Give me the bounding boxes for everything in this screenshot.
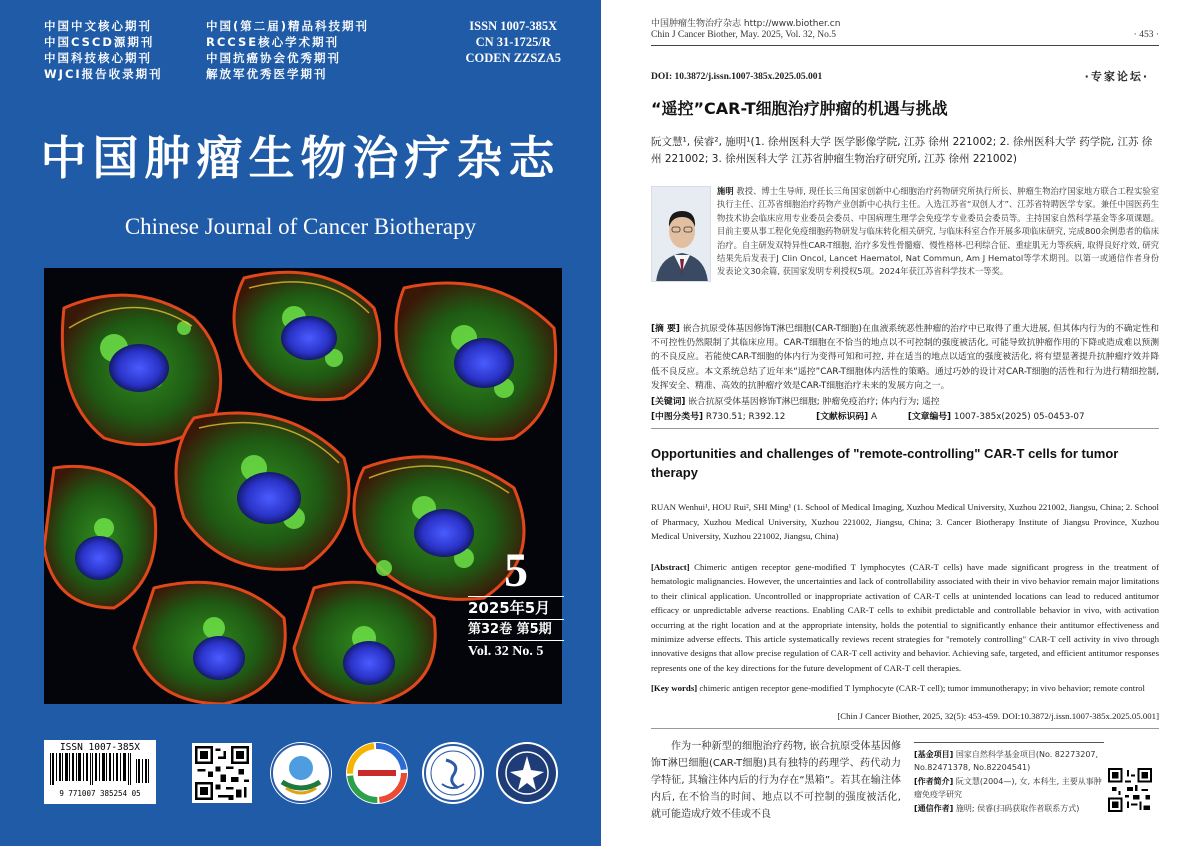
cover-issue-block [468,546,578,663]
authors-affiliations-en: RUAN Wenhui¹, HOU Rui², SHI Ming¹ (1. School of Medical Imaging, Xuzhou Medical University, Xuzhou 221002, Jiangsu, China; 2. School of Pharmacy, Xuzhou Medical University, Xuzhou 221002, Jiangsu, China; 3. Cancer Biotherapy Institute of Jiangsu Province, Xuzhou Medical University, Xuzhou 221002, Jiangsu, China) [651,502,1159,542]
article-number-label: [文章编号] [907,412,952,422]
author-photo [651,186,711,282]
barcode-bars-icon [48,753,152,785]
cover-tag: WJCI报告收录期刊 [44,67,163,81]
abstract-cn [651,322,1159,393]
cover-coden: CODEN ZZSZA5 [465,51,561,65]
fund-text: 国家自然科学基金项目(No. 82273207, No.82471378, No.82204541) [914,750,1099,772]
author-biography [717,185,1159,279]
cover-issn-block [465,18,561,66]
body-text: 作为一种新型的细胞治疗药物, 嵌合抗原受体基因修饰T淋巴细胞(CAR-T细胞)具有独特的药理学、药代动力学特征, 其输注体内后的行为存在“黑箱”。若其在输注体内后, 在不恰当的时间、地点以不可控制的强度被活化, 就可能造成疗效不佳或不良 [651,741,901,820]
abstract-cn-text: 嵌合抗原受体基因修饰T淋巴细胞(CAR-T细胞)在血液系统恶性肿瘤的治疗中已取得了重大进展, 但其体内行为的不确定性和不可控性仍然限制了其临床应用。CAR-T细胞在不恰当的地点以不可控制的强度被活化, 可能导致抗肿瘤作用的下降或造成难以预测的不良反应。若能使CAR-T细胞的体内行为变得可知和可控, 并在适当的地点以适宜的强度被活化, 将有望显著提升抗肿瘤疗效并降低不良反应。本文系统总结了近年来“遥控”CAR-T细胞体内活性的策略。通过巧妙的设计对CAR-T细胞的活性和行为进行精细控制, 发挥安全、精准、高效的抗肿瘤疗效是CAR-T细胞治疗未来的发展方向之一。 [651,324,1160,391]
cover-index-tags-left [44,18,163,82]
cover-issue-date: 2025年5月 [468,599,551,617]
abstract-en-label: [Abstract] [651,562,690,572]
bio-text: 教授、博士生导师, 现任长三角国家创新中心细胞治疗药物研究所执行所长、肿瘤生物治疗国家地方联合工程实验室执行主任、江苏省细胞治疗药物产业创新中心执行主任。入选江苏省“双创人才”、江苏省特聘医学专家。兼任中国医药生物技术协会临床应用专业委员会委员、中国病理生理学会免疫学专业委员会委员等。主持国家自然科学基金等多项课题。目前主要从事工程化免疫细胞药物研发与临床转化相关研究, 与临床科室合作开展多项临床研究, 完成800余例患者的临床治疗。自主研发双特异性CAR-T细胞, 治疗多发性骨髓瘤、慢性格林-巴利综合征、重症肌无力等疾病, 取得良好疗效, 研究结果先后发表于J Clin Oncol, Lancet Haematol, Nat Commun, Am J Hematol等学术期刊。以第一或通信作者身份发表论文30余篇, 获国家发明专利授权5项。2024年获江苏省科学技术一等奖。 [717,186,1159,277]
class-label: [中图分类号] [651,412,704,422]
running-header-cn: 中国肿瘤生物治疗杂志 http://www.biother.cn [651,19,841,29]
contact-qr-code-icon[interactable] [1108,768,1152,812]
cover-issn: ISSN 1007-385X [469,19,558,33]
cover-title-en: Chinese Journal of Cancer Biotherapy [124,214,477,239]
section-label: ·专家论坛· [1084,70,1149,83]
article-title-cn: “遥控”CAR-T细胞治疗肿瘤的机遇与挑战 [651,99,948,118]
footnote-corresponding [914,802,1104,815]
header-divider [651,45,1159,46]
cover-issue-number: 5 [504,544,528,597]
fund-label: [基金项目] [914,750,954,759]
corresponding-text: 施明; 侯睿(扫码获取作者联系方式) [955,804,1080,813]
barcode-number: 9 771007 385254 [59,789,128,798]
footnote-author-info [914,775,1104,801]
cover-tag: RCCSE核心学术期刊 [206,35,340,49]
cover-cn-number: CN 31-1725/R [475,35,551,49]
cover-issue-volume-en: Vol. 32 No. 5 [468,644,544,659]
abstract-cn-label: [摘 要] [651,324,680,334]
keywords-en-text: chimeric antigen receptor gene-modified T lymphocyte (CAR-T cell); tumor immunotherapy; in vivo behavior; remote control [697,683,1145,693]
cover-tag: 中国中文核心期刊 [44,19,152,33]
cover-title-cn: 中国肿瘤生物治疗杂志 [40,131,561,185]
cover-tag: 解放军优秀医学期刊 [206,67,328,81]
section-divider [651,728,1159,729]
author-info-label: [作者简介] [914,777,954,786]
cover-qr-code-icon[interactable] [192,743,252,803]
classification-line [651,410,1159,424]
cover-issue-volume-cn: 第32卷 第5期 [468,622,552,637]
keywords-en-label: [Key words] [651,683,698,693]
article-title-en: Opportunities and challenges of "remote-controlling" CAR-T cells for tumor therapy [651,446,1119,480]
doi-line[interactable]: DOI: 10.3872/j.issn.1007-385x.2025.05.001 [651,72,823,82]
quality-journal-badge-icon [346,742,408,804]
keywords-cn-text: 嵌合抗原受体基因修饰T淋巴细胞; 肿瘤免疫治疗; 体内行为; 遥控 [688,397,940,407]
cover-barcode [44,740,156,804]
cover-tag: 中国CSCD源期刊 [44,35,155,49]
authors-affiliations-cn: 阮文慧¹, 侯睿², 施明¹(1. 徐州医科大学 医学影像学院, 江苏 徐州 221002; 2. 徐州医科大学 药学院, 江苏 徐州 221002; 3. 徐州医科大学 江苏省肿瘤生物治疗研究所, 江苏 徐州 221002) [651,136,1153,165]
society-badge-icon [422,742,484,804]
article-page [601,0,1189,846]
footnote-block [914,742,1104,816]
keywords-cn [651,395,1159,409]
page-number: · 453 · [1133,30,1159,40]
section-divider [651,428,1159,429]
article-number-value: 1007-385x(2025) 05-0453-07 [953,412,1085,422]
abstract-en-text: Chimeric antigen receptor gene-modified T lymphocytes (CAR-T cells) have made significant progress in the treatment of hematologic malignancies. However, the uncertainties and lack of controllability associated with their in vivo behavior remain major limitations to their clinical application. Uncontrolled or inappropriate activation of CAR-T cells at unintended locations can lead to reduced antitumor efficacy or unpredictable adverse reactions. Enabling CAR-T cells to exhibit predictable and controllable behavior in vivo, with activation occurring at the right location and at the appropriate intensity, holds the potential to significantly enhance their antitumor effectiveness and minimize adverse effects. This article systematically reviews recent strategies for "remotely controlling" CAR-T cell activity in vivo through innovative designs that allow precise regulation of CAR-T cell activity and behavior. Achieving safe, targeted, and efficient antitumor responses represents one of the key directions for the future development of CAR-T cell therapies. [651,562,1159,673]
barcode-digits [48,789,152,798]
abstract-en [651,560,1159,675]
cover-tag: 中国抗癌协会优秀期刊 [206,51,341,65]
barcode-addon: 05 [131,789,141,798]
association-badge-icon [496,742,558,804]
keywords-en [651,681,1159,695]
author-portrait-icon [652,187,711,282]
cover-tag: 中国科技核心期刊 [44,51,152,65]
corresponding-label: [通信作者] [914,804,954,813]
keywords-cn-label: [关键词] [651,397,686,407]
doccode-value: A [871,412,878,422]
class-value: R730.51; R392.12 [705,412,786,422]
barcode-issn: ISSN 1007-385X [59,742,141,753]
running-header-en: Chin J Cancer Biother, May. 2025, Vol. 32, No.5 [651,30,836,40]
cover-tag: 中国(第二届)精品科技期刊 [206,19,370,33]
doccode-label: [文献标识码] [816,412,869,422]
footnote-fund [914,748,1104,774]
author-info-text: 阮文慧(2004—), 女, 本科生, 主要从事肿瘤免疫学研究 [914,777,1102,799]
bio-author-name: 施明 [717,186,734,196]
journal-seal-badge-icon [270,742,332,804]
cover-index-tags-mid [206,18,369,82]
citation-line: [Chin J Cancer Biother, 2025, 32(5): 453-459. DOI:10.3872/j.issn.1007-385x.2025.05.001] [837,711,1159,721]
